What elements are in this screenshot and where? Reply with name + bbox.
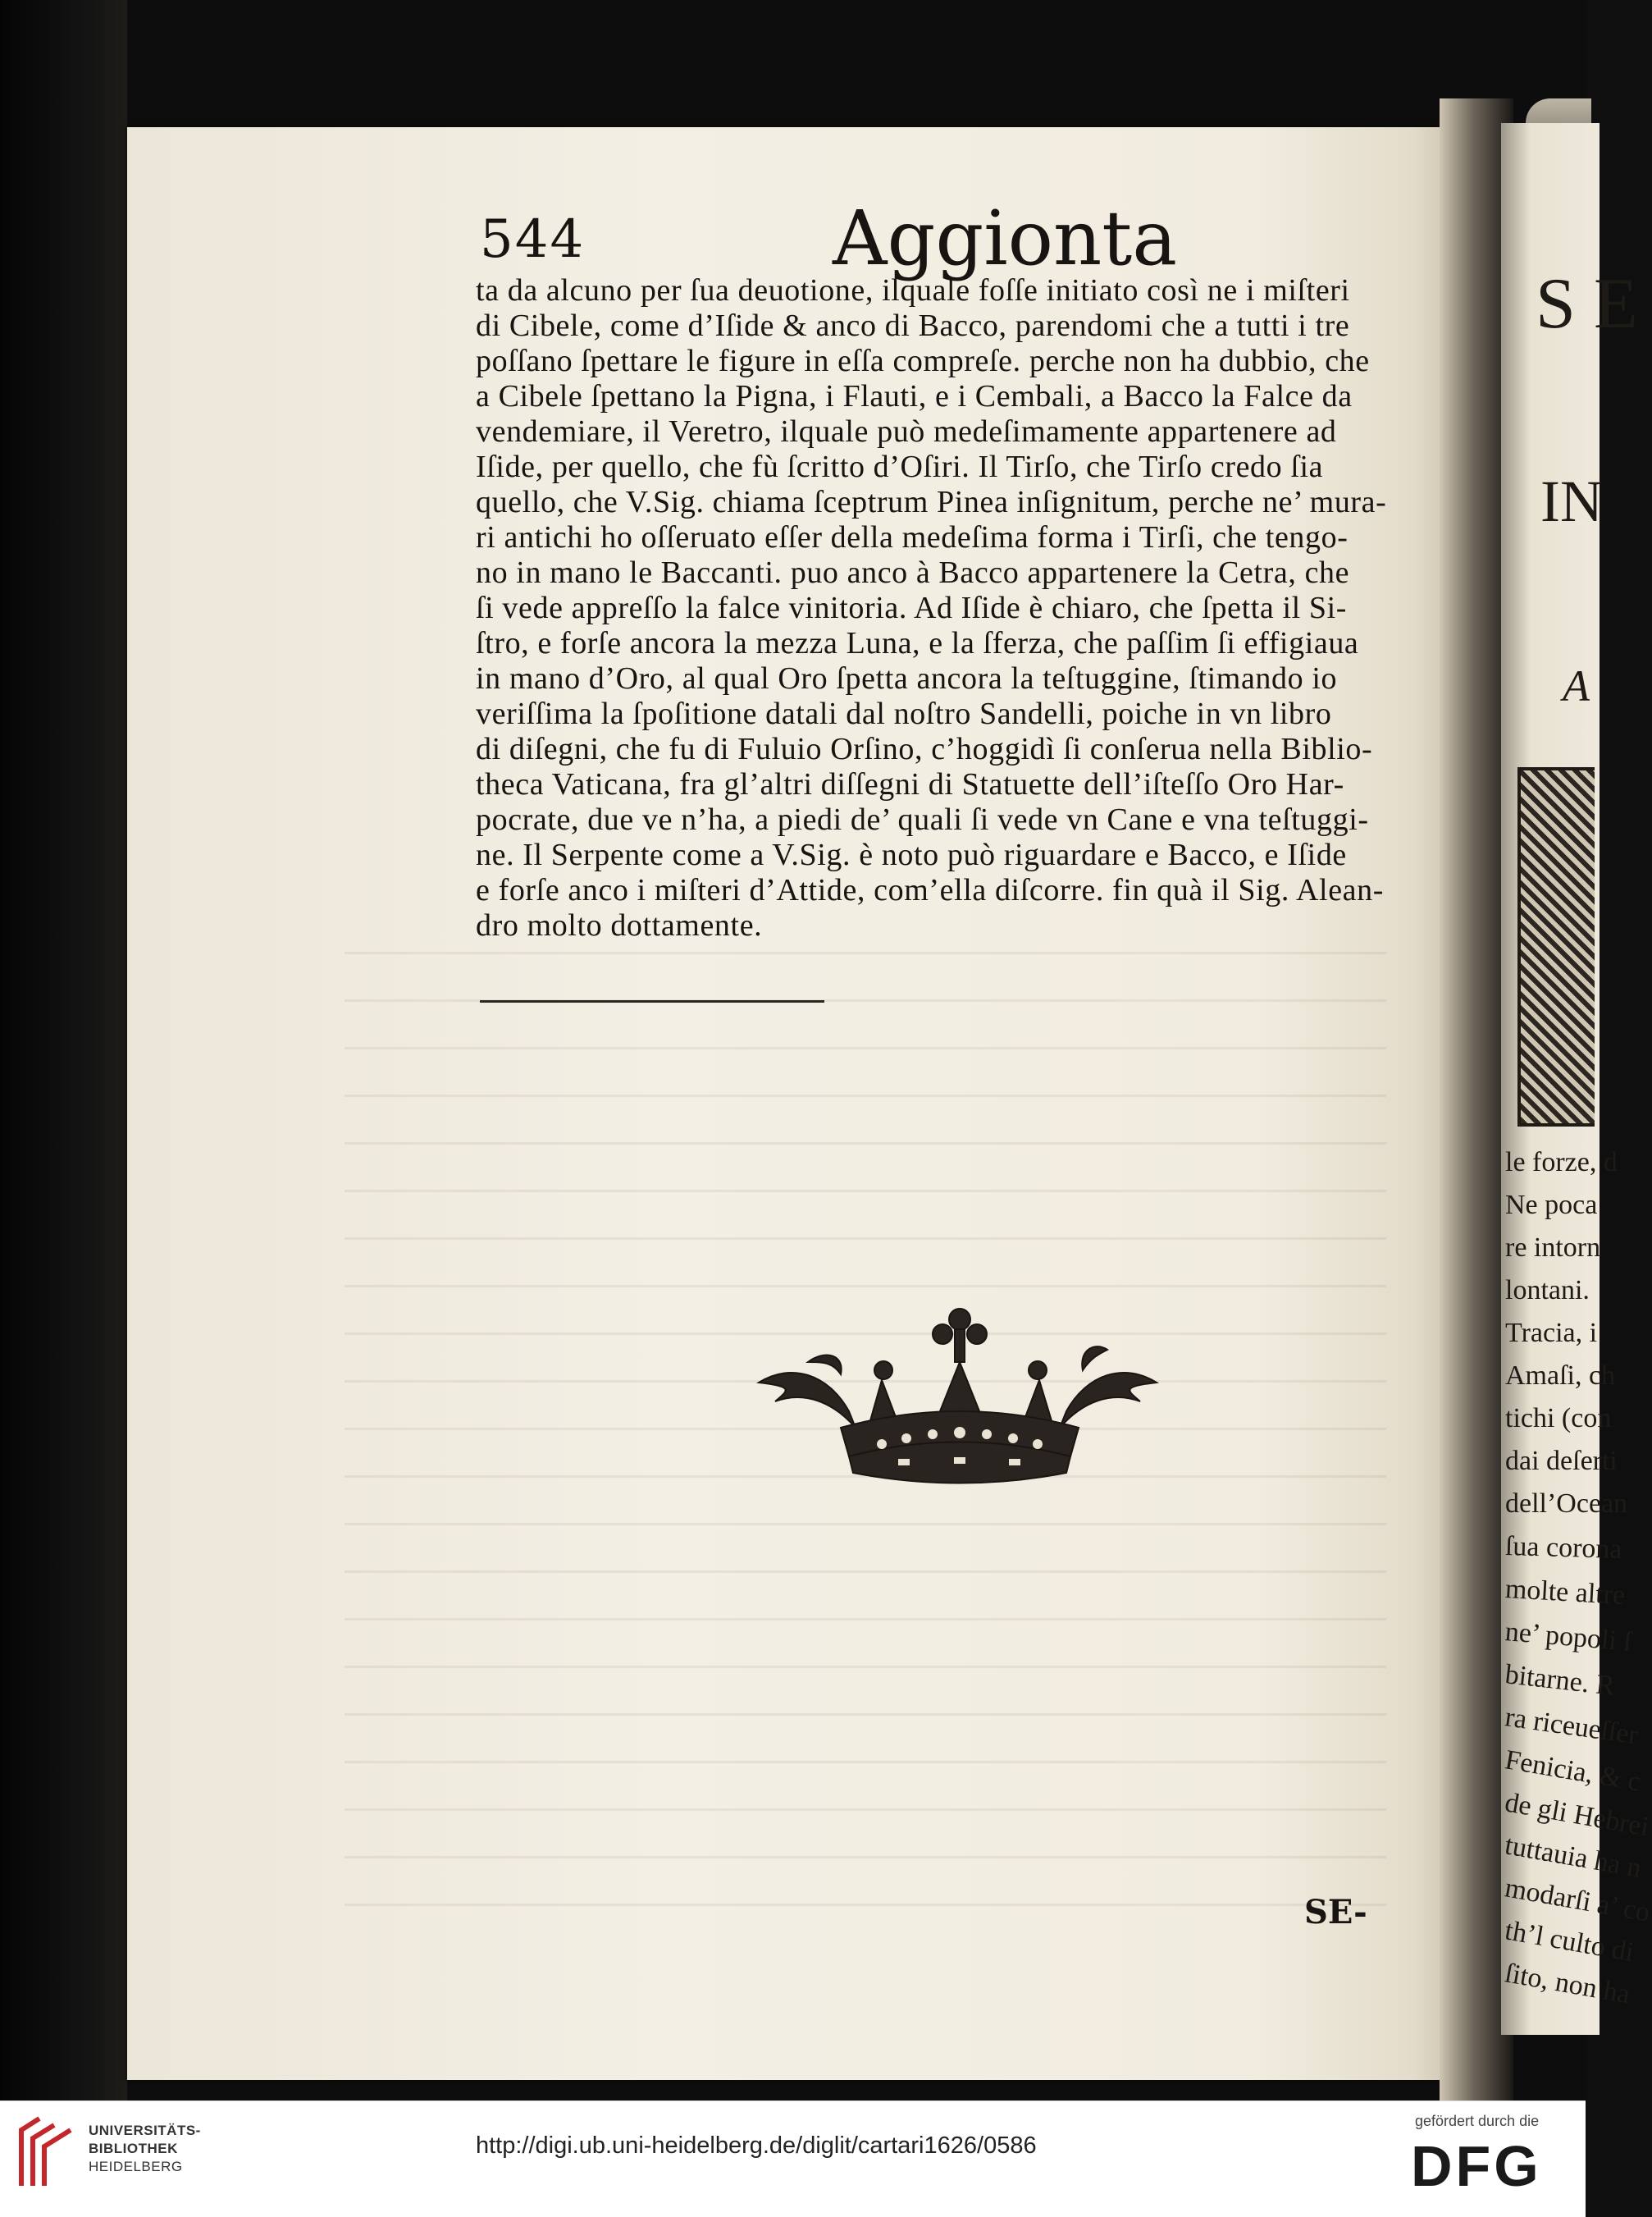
dfg-logo-text: DFG xyxy=(1411,2134,1542,2198)
text-line: veriſſima la ſpoſitione datali dal noſtro Sandelli, poiche in vn libro xyxy=(476,697,1332,731)
text-line: pocrate, due ve n’ha, a piedi de’ quali ſi vede vn Cane e vna teſtuggi- xyxy=(476,802,1369,837)
text-line: poſſano ſpettare le figure in eſſa compreſe. perche non ha dubbio, che xyxy=(476,344,1370,378)
dfg-logo xyxy=(1411,2134,1567,2198)
book-left-edge xyxy=(0,0,127,2100)
facing-text-line: th’l culto di xyxy=(1502,1915,1636,1968)
text-line: vendemiare, il Veretro, ilquale può medeſimamente appartenere ad xyxy=(476,414,1337,449)
body-text xyxy=(476,273,1390,944)
text-line: di diſegni, che fu di Fuluio Orſino, c’hoggidì ſi conſerua nella Biblio- xyxy=(476,732,1373,766)
text-line: quello, che V.Sig. chiama ſceptrum Pinea inſignitum, perche ne’ mura- xyxy=(476,485,1387,519)
text-line: theca Vaticana, fra gl’altri diſſegni di Statuette dell’iſteſſo Oro Har- xyxy=(476,767,1344,802)
text-line: no in mano le Baccanti. puo anco à Bacco appartenere la Cetra, che xyxy=(476,555,1350,590)
text-line: e forſe anco i miſteri d’Attide, com’ella diſcorre. fin quà il Sig. Alean- xyxy=(476,873,1384,907)
facing-text-line: le forze, d xyxy=(1505,1147,1618,1177)
facing-heading-2: IN xyxy=(1540,469,1603,534)
text-line: ne. Il Serpente come a V.Sig. è noto può riguardare e Bacco, e Iſide xyxy=(476,838,1347,872)
running-head xyxy=(480,194,1382,282)
text-line: ſi vede appreſſo la falce vinitoria. Ad Iſide è chiaro, che ſpetta il Si- xyxy=(476,591,1348,625)
facing-text-line: Ne poca xyxy=(1505,1190,1598,1220)
facing-text-line: Fenicia, & c xyxy=(1502,1744,1643,1798)
text-line: dro molto dottamente. xyxy=(476,908,763,943)
text-line: a Cibele ſpettano la Pigna, i Flauti, e i Cembali, a Bacco la Falce da xyxy=(476,379,1353,414)
page-number: 544 xyxy=(480,209,586,270)
facing-text-line: ra riceueſſer xyxy=(1503,1702,1641,1751)
university-library-logo-icon xyxy=(15,2114,77,2191)
crown-ornament xyxy=(759,1305,1157,1493)
text-line: ta da alcuno per ſua deuotione, ilquale foſſe initiato così ne i miſteri xyxy=(476,273,1350,308)
text-line: ſtro, e forſe ancora la mezza Luna, e la ſferza, che paſſim ſi effigiaua xyxy=(476,626,1359,661)
facing-heading-1: S E xyxy=(1536,264,1638,344)
library-name-line-1: UNIVERSITÄTS- xyxy=(89,2123,201,2138)
facing-text-line: bitarne. R xyxy=(1503,1659,1617,1702)
facing-initial-woodcut xyxy=(1517,767,1595,1127)
end-underline xyxy=(480,1000,824,1003)
facing-text-line: dell’Ocean xyxy=(1505,1488,1628,1519)
facing-text-line: Amaſi, ch xyxy=(1505,1360,1616,1391)
facing-text-line: modarſi a’ co xyxy=(1502,1872,1652,1928)
catchword: SE- xyxy=(1304,1893,1367,1931)
facing-text-line: Tracia, i xyxy=(1505,1318,1598,1348)
facing-text-line: de gli Hebrei xyxy=(1502,1787,1652,1843)
text-line: Iſide, per quello, che fù ſcritto d’Oſiri. Il Tirſo, che Tirſo credo ſia xyxy=(476,450,1324,484)
running-title: Aggionta xyxy=(833,194,1178,282)
permalink-url[interactable]: http://digi.ub.uni-heidelberg.de/diglit/cartari1626/0586 xyxy=(476,2132,1037,2159)
facing-text-line: dai deſerti xyxy=(1505,1446,1618,1476)
facing-text-line: ſua corona xyxy=(1504,1531,1623,1565)
library-name xyxy=(89,2122,201,2176)
text-line: ri antichi ho oſſeruato eſſer della medeſima forma i Tirſi, che tengo- xyxy=(476,520,1349,555)
library-name-line-2: BIBLIOTHEK xyxy=(89,2141,178,2156)
facing-text-line: ſito, non ha xyxy=(1502,1958,1632,2010)
facing-text-line: tichi (con xyxy=(1505,1403,1612,1433)
facing-text-line: re intorn xyxy=(1505,1232,1601,1263)
funded-by-label: gefördert durch die xyxy=(1415,2113,1540,2129)
text-line: di Cibele, come d’Iſide & anco di Bacco, parendomi che a tutti i tre xyxy=(476,309,1350,343)
text-line: in mano d’Oro, al qual Oro ſpetta ancora la teſtuggine, ſtimando io xyxy=(476,661,1338,696)
facing-text-line: ne’ popoli ſ xyxy=(1504,1616,1633,1657)
facing-text-line: tuttauia ha n xyxy=(1502,1830,1644,1884)
library-name-line-3: HEIDELBERG xyxy=(89,2159,183,2174)
facing-heading-3: A xyxy=(1563,661,1590,711)
facing-text-line: molte altre xyxy=(1504,1574,1627,1611)
facing-text-line: lontani. xyxy=(1505,1275,1590,1305)
